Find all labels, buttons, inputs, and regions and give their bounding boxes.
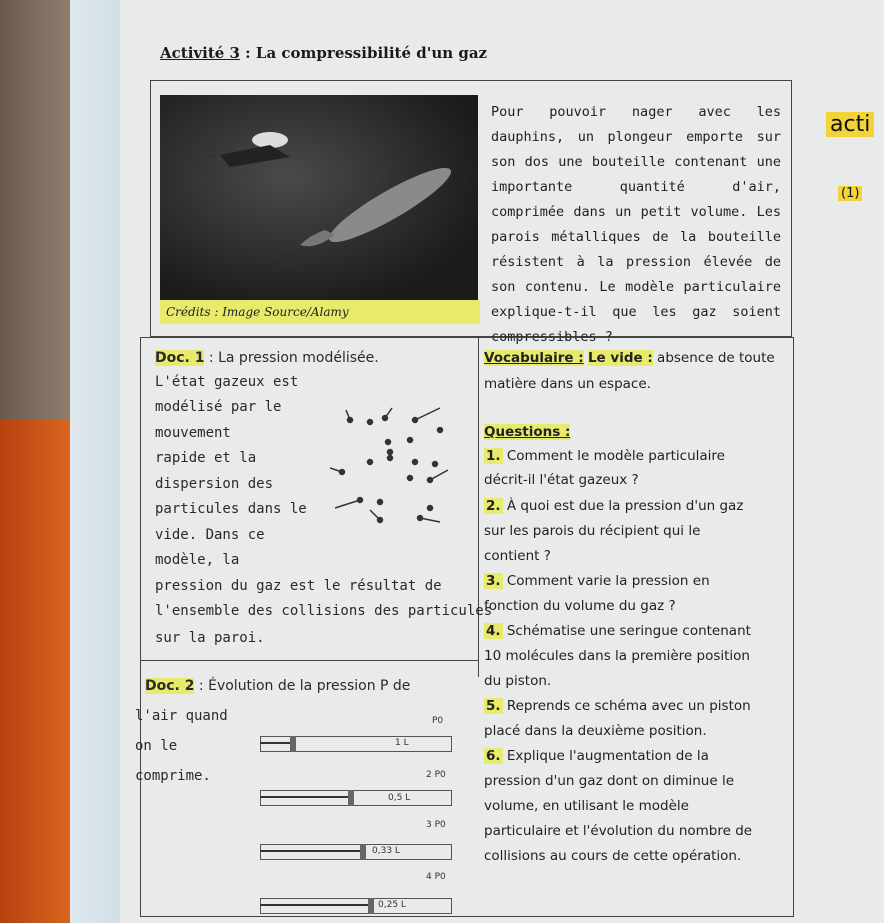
doc2-line: l'air quand <box>135 708 228 724</box>
syringe-pressure: 4 P0 <box>426 872 446 882</box>
question-line: fonction du volume du gaz ? <box>484 598 676 614</box>
question-3: 3. Comment varie la pression en <box>486 573 710 589</box>
handwritten-number: (1) <box>838 186 862 201</box>
doc1-line: l'ensemble des collisions des particules <box>155 603 493 619</box>
syringe-volume: 0,33 L <box>372 846 400 856</box>
doc1-line: rapide et la <box>155 450 257 466</box>
question-2: 2. À quoi est due la pression d'un gaz <box>486 498 744 514</box>
doc1-line: pression du gaz est le résultat de <box>155 578 442 594</box>
question-line: du piston. <box>484 673 552 689</box>
question-line: contient ? <box>484 548 551 564</box>
syringe-diagram <box>250 700 480 915</box>
doc2-line: comprime. <box>135 768 211 784</box>
syringe-pressure: 2 P0 <box>426 770 446 780</box>
question-5: 5. Reprends ce schéma avec un piston <box>486 698 751 714</box>
question-line: 10 molécules dans la première position <box>484 648 750 664</box>
question-6: 6. Explique l'augmentation de la <box>486 748 709 764</box>
question-line: décrit-il l'état gazeux ? <box>484 472 639 488</box>
question-line: placé dans la deuxième position. <box>484 723 707 739</box>
page-title: Activité 3 : La compressibilité d'un gaz <box>160 44 488 62</box>
background-red-object <box>0 420 70 923</box>
column-divider <box>478 337 479 677</box>
syringe-volume: 1 L <box>395 738 409 748</box>
doc1-line: dispersion des <box>155 476 274 492</box>
photo-credits: Crédits : Image Source/Alamy <box>160 300 480 324</box>
doc1-line: particules dans le <box>155 501 307 517</box>
question-line: collisions au cours de cette opération. <box>484 848 742 864</box>
vocabulary-line: matière dans un espace. <box>484 376 651 392</box>
doc1-line: sur la paroi. <box>155 630 265 646</box>
syringe-pressure: 3 P0 <box>426 820 446 830</box>
syringe-volume: 0,25 L <box>378 900 406 910</box>
vocabulary: Vocabulaire : Le vide : absence de toute <box>484 350 775 366</box>
syringe-3 <box>260 844 452 860</box>
diver-dolphin-photo <box>160 95 478 300</box>
question-1: 1. Comment le modèle particulaire <box>486 448 725 464</box>
doc2-heading: Doc. 2 : Évolution de la pression P de <box>145 678 411 694</box>
syringe-1 <box>260 736 452 752</box>
syringe-2 <box>260 790 452 806</box>
intro-text: Pour pouvoir nager avec les dauphins, un plongeur emporte sur son dos une bouteille contenant une importante quantité d'air, comprimée dans un petit volume. Les parois métalliques de la bouteille résistent à la pression élevée de son contenu. Le modèle particulaire explique-t-il que les gaz soient compressibles ? <box>491 104 781 345</box>
doc1-line: vide. Dans ce <box>155 527 265 543</box>
doc-divider <box>140 660 478 661</box>
syringe-4 <box>260 898 452 914</box>
question-line: pression d'un gaz dont on diminue le <box>484 773 735 789</box>
question-line: sur les parois du récipient qui le <box>484 523 701 539</box>
doc1-heading: Doc. 1 : La pression modélisée. <box>155 350 379 366</box>
syringe-pressure: P0 <box>432 716 444 726</box>
particle-model-diagram <box>330 400 470 540</box>
doc1-line: mouvement <box>155 425 231 441</box>
question-line: particulaire et l'évolution du nombre de <box>484 823 753 839</box>
syringe-volume: 0,5 L <box>388 793 411 803</box>
doc1-line: L'état gazeux est <box>155 374 299 390</box>
doc2-line: on le <box>135 738 178 754</box>
question-4: 4. Schématise une seringue contenant <box>486 623 751 639</box>
doc1-line: modélisé par le <box>155 399 282 415</box>
doc1-line: modèle, la <box>155 552 240 568</box>
questions-heading: Questions : <box>484 424 571 440</box>
question-line: volume, en utilisant le modèle <box>484 798 689 814</box>
handwritten-note: acti <box>826 112 874 137</box>
